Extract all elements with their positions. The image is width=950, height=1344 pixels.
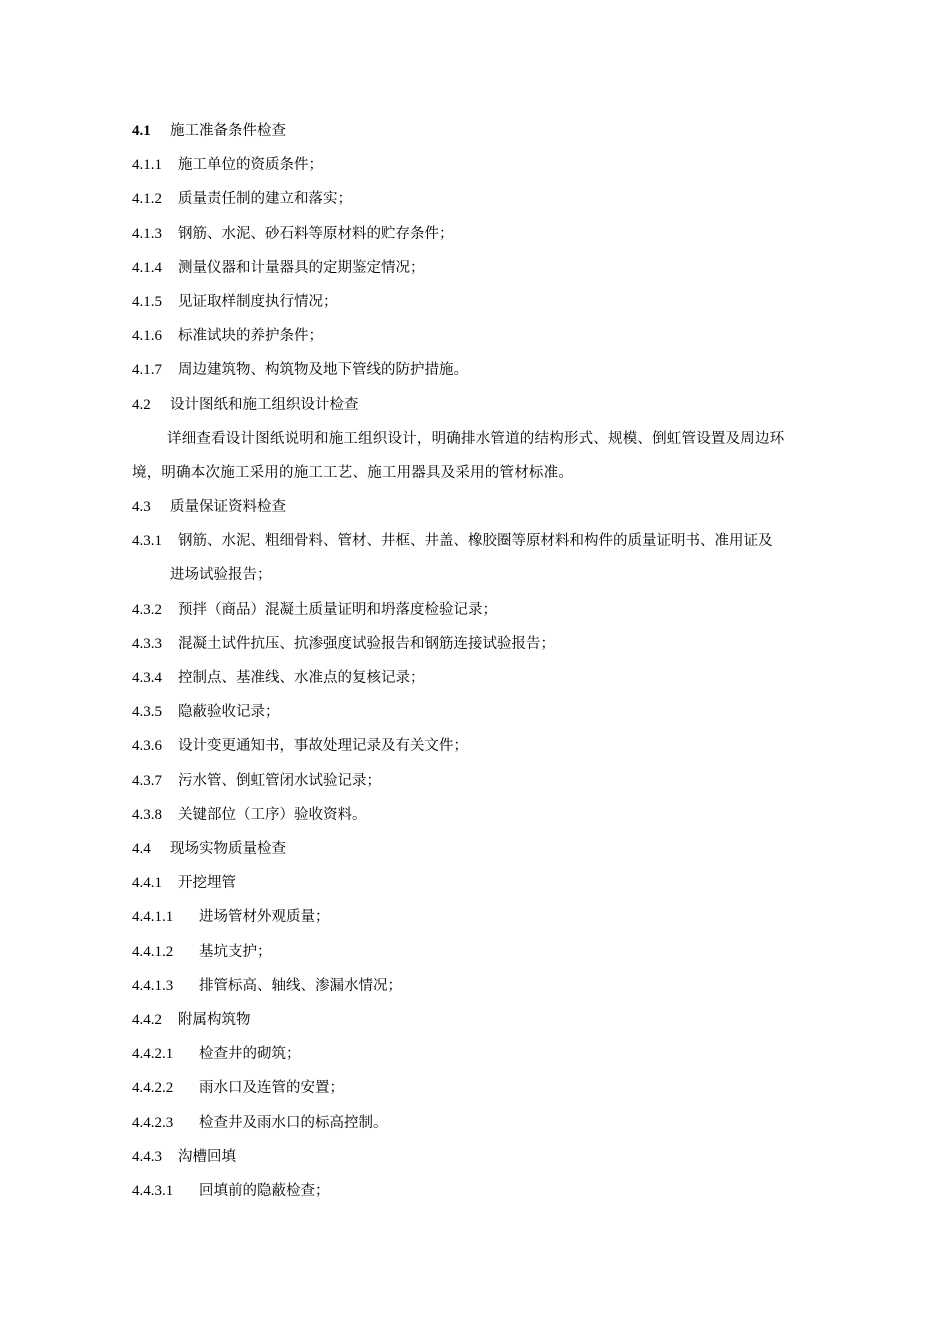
item-text: 周边建筑物、构筑物及地下管线的防护措施。 bbox=[178, 362, 468, 379]
section-number: 4.1.1 bbox=[132, 157, 162, 174]
item-text: 见证取样制度执行情况； bbox=[178, 293, 338, 310]
item-text: 混凝土试件抗压、抗渗强度试验报告和钢筋连接试验报告； bbox=[178, 635, 555, 652]
paragraph-4-2 bbox=[132, 422, 880, 490]
item-text: 钢筋、水泥、砂石料等原材料的贮存条件； bbox=[178, 225, 454, 242]
section-number: 4.4.1.3 bbox=[132, 977, 174, 994]
section-title: 现场实物质量检查 bbox=[170, 841, 286, 857]
item-continuation: 进场试验报告； bbox=[170, 567, 272, 584]
item-4-3-4 bbox=[132, 661, 880, 695]
section-number: 4.4.2.1 bbox=[132, 1046, 174, 1063]
item-4-4-1 bbox=[132, 866, 880, 900]
item-text: 设计变更通知书，事故处理记录及有关文件； bbox=[178, 738, 468, 755]
section-number: 4.4.1.2 bbox=[132, 943, 174, 960]
section-number: 4.4.1.1 bbox=[132, 909, 174, 926]
item-4-3-2 bbox=[132, 593, 880, 627]
item-4-1-3 bbox=[132, 217, 880, 251]
item-4-1-2 bbox=[132, 182, 880, 216]
item-text: 检查井的砌筑； bbox=[199, 1046, 301, 1063]
item-text: 回填前的隐蔽检查； bbox=[199, 1182, 330, 1199]
section-number: 4.4.2 bbox=[132, 1011, 162, 1028]
item-text: 标准试块的养护条件； bbox=[178, 328, 323, 345]
section-number: 4.3.3 bbox=[132, 635, 162, 652]
item-4-4-2-1 bbox=[132, 1037, 880, 1071]
section-number: 4.4 bbox=[132, 841, 151, 857]
item-4-4-2-3 bbox=[132, 1106, 880, 1140]
section-number: 4.3.5 bbox=[132, 704, 162, 721]
heading-4-3 bbox=[132, 490, 880, 524]
item-text: 附属构筑物 bbox=[178, 1011, 251, 1028]
item-4-4-2 bbox=[132, 1003, 880, 1037]
section-number: 4.3.7 bbox=[132, 772, 162, 789]
item-4-1-4 bbox=[132, 251, 880, 285]
section-number: 4.1.6 bbox=[132, 328, 162, 345]
section-number: 4.3.1 bbox=[132, 533, 162, 550]
item-4-4-3 bbox=[132, 1140, 880, 1174]
item-text: 进场管材外观质量； bbox=[199, 909, 330, 926]
section-number: 4.3.6 bbox=[132, 738, 162, 755]
item-text: 关键部位（工序）验收资料。 bbox=[178, 806, 367, 823]
item-4-4-3-1 bbox=[132, 1174, 880, 1208]
paragraph-line: 详细查看设计图纸说明和施工组织设计，明确排水管道的结构形式、规模、倒虹管设置及周边环 bbox=[167, 430, 785, 447]
item-4-4-1-1 bbox=[132, 900, 880, 934]
item-4-3-8 bbox=[132, 798, 880, 832]
section-title: 设计图纸和施工组织设计检查 bbox=[170, 396, 359, 413]
item-text: 测量仪器和计量器具的定期鉴定情况； bbox=[178, 259, 425, 276]
item-4-3-7 bbox=[132, 764, 880, 798]
item-4-1-5 bbox=[132, 285, 880, 319]
section-number: 4.1.4 bbox=[132, 259, 162, 276]
item-text: 隐蔽验收记录； bbox=[178, 704, 280, 721]
item-4-4-2-2 bbox=[132, 1071, 880, 1105]
item-text: 雨水口及连管的安置； bbox=[199, 1080, 344, 1097]
section-number: 4.4.2.3 bbox=[132, 1114, 174, 1131]
item-text: 质量责任制的建立和落实； bbox=[178, 191, 352, 208]
document-content bbox=[132, 114, 880, 1208]
item-text: 预拌（商品）混凝土质量证明和坍落度检验记录； bbox=[178, 601, 497, 618]
item-text: 开挖埋管 bbox=[178, 875, 236, 892]
item-text: 沟槽回填 bbox=[178, 1148, 236, 1165]
item-4-3-6 bbox=[132, 729, 880, 763]
item-text: 钢筋、水泥、粗细骨料、管材、井框、井盖、橡胶圈等原材料和构件的质量证明书、准用证及 bbox=[178, 533, 773, 550]
section-number: 4.3.8 bbox=[132, 806, 162, 823]
section-number: 4.1.2 bbox=[132, 191, 162, 208]
item-text: 排管标高、轴线、渗漏水情况； bbox=[199, 977, 402, 994]
item-4-3-1 bbox=[132, 524, 880, 592]
section-title: 施工准备条件检查 bbox=[170, 123, 286, 139]
item-4-3-3 bbox=[132, 627, 880, 661]
section-number: 4.3.2 bbox=[132, 601, 162, 618]
section-number: 4.1.5 bbox=[132, 293, 162, 310]
item-text: 控制点、基准线、水准点的复核记录； bbox=[178, 670, 425, 687]
item-text: 污水管、倒虹管闭水试验记录； bbox=[178, 772, 381, 789]
item-first-line bbox=[132, 524, 880, 558]
paragraph-line: 境，明确本次施工采用的施工工艺、施工用器具及采用的管材标准。 bbox=[132, 464, 573, 481]
section-title: 质量保证资料检查 bbox=[170, 499, 286, 516]
section-number: 4.4.3 bbox=[132, 1148, 162, 1165]
item-text: 检查井及雨水口的标高控制。 bbox=[199, 1114, 388, 1131]
section-number: 4.1 bbox=[132, 123, 151, 139]
heading-4-1 bbox=[132, 114, 880, 148]
section-number: 4.4.3.1 bbox=[132, 1182, 174, 1199]
item-text: 施工单位的资质条件； bbox=[178, 157, 323, 174]
item-4-1-6 bbox=[132, 319, 880, 353]
section-number: 4.1.3 bbox=[132, 225, 162, 242]
item-4-1-7 bbox=[132, 353, 880, 387]
item-4-3-5 bbox=[132, 695, 880, 729]
heading-4-4 bbox=[132, 832, 880, 866]
item-4-4-1-2 bbox=[132, 935, 880, 969]
section-number: 4.2 bbox=[132, 396, 151, 413]
heading-4-2 bbox=[132, 388, 880, 422]
section-number: 4.3.4 bbox=[132, 670, 162, 687]
section-number: 4.1.7 bbox=[132, 362, 162, 379]
section-number: 4.3 bbox=[132, 499, 151, 516]
item-4-1-1 bbox=[132, 148, 880, 182]
section-number: 4.4.1 bbox=[132, 875, 162, 892]
item-text: 基坑支护； bbox=[199, 943, 272, 960]
item-4-4-1-3 bbox=[132, 969, 880, 1003]
section-number: 4.4.2.2 bbox=[132, 1080, 174, 1097]
